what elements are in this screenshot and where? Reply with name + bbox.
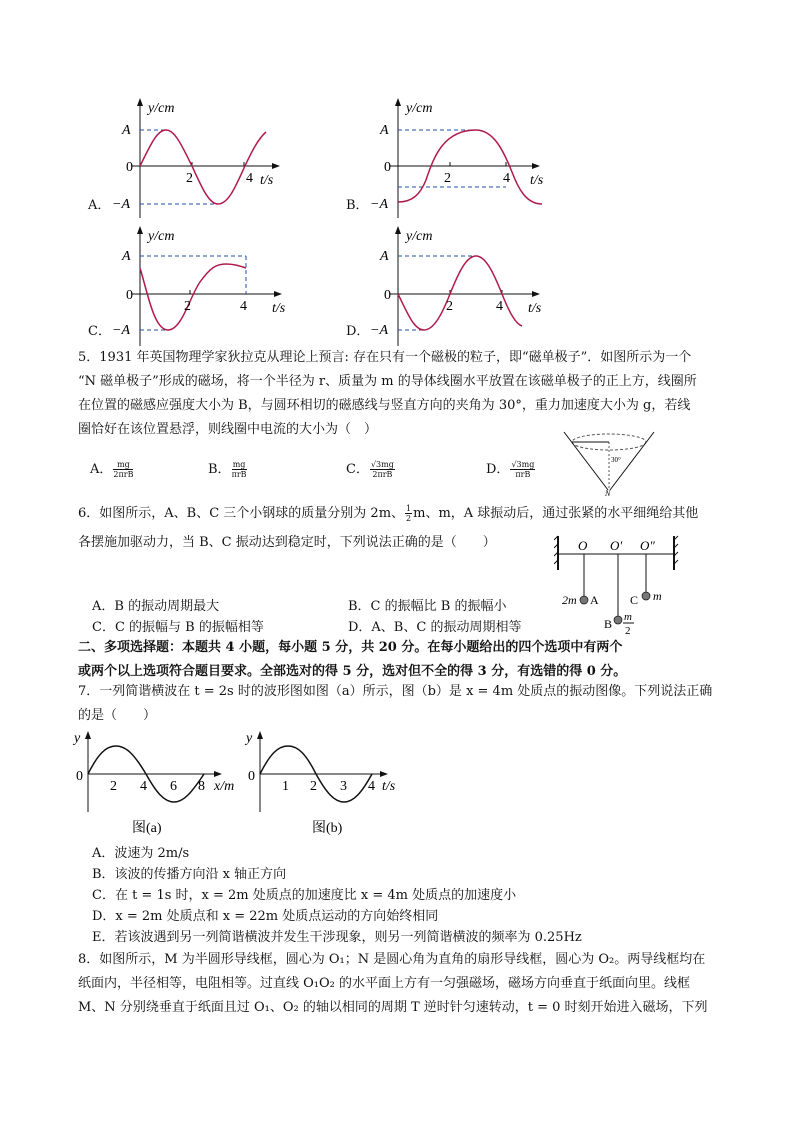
q5-option-b[interactable]: B． $\frac{mg}{\text{πrB}}$ xyxy=(208,460,247,479)
q6-option-c[interactable]: C．C 的振幅与 B 的振幅相等 xyxy=(92,620,264,635)
x-axis-label: t/s xyxy=(530,173,544,188)
q5-line-2: “N 磁单极子”形成的磁场，将一个半径为 r、质量为 m 的导体线圈水平放置在该磁单极子的正上方，线圈所 xyxy=(78,374,697,389)
q7-option-a[interactable]: A．波速为 2m/s xyxy=(92,846,190,861)
tick-2: 2 xyxy=(310,779,317,794)
y-label: y xyxy=(246,731,253,746)
caption: 图(a) xyxy=(132,821,162,836)
label-a: A xyxy=(590,593,599,607)
q6-line-2: 各摆施加驱动力，当 B、C 振动达到稳定时，下列说法正确的是（ ） xyxy=(78,535,496,550)
section-2-line-2: 或两个以上选项符合题目要求。全部选对的得 5 分，选对但不全的得 3 分，有选错的得 0 分。 xyxy=(78,664,627,679)
tick-4: 4 xyxy=(240,299,247,314)
y-axis-label: y/cm xyxy=(148,229,175,244)
label-m: m xyxy=(653,589,662,603)
option-letter: D． xyxy=(346,324,370,339)
y-label: y xyxy=(74,731,81,746)
q8-line-1: 8．如图所示，M 为半圆形导线框，圆心为 O₁；N 是圆心角为直角的扇形导线框，圆心为 O₂。两导线框均在 xyxy=(78,952,706,967)
q7-option-b[interactable]: B．该波的传播方向沿 x 轴正方向 xyxy=(92,867,287,882)
q7-line-2: 的是（ ） xyxy=(78,708,157,723)
q7-figure-a xyxy=(70,728,250,838)
q5-option-a[interactable]: A． $\frac{mg}{\text{2πrB}}$ xyxy=(90,460,134,479)
neg-a-label: −A xyxy=(112,323,130,338)
label-m-half-den: 2 xyxy=(625,625,631,637)
q7-option-d[interactable]: D．x = 2m 处质点和 x = 22m 处质点运动的方向始终相同 xyxy=(92,909,439,924)
x-axis-label: t/s xyxy=(528,301,542,316)
label-c: C xyxy=(630,593,639,607)
section-2-line-1: 二、多项选择题：本题共 4 小题，每小题 5 分，共 20 分。在每小题给出的四个选项中有两个 xyxy=(78,640,623,655)
q5-monopole-figure xyxy=(562,428,658,496)
tick-4: 4 xyxy=(503,171,510,186)
tick-6: 6 xyxy=(170,779,177,794)
q8-line-3: M、N 分别绕垂直于纸面且过 O₁、O₂ 的轴以相同的周期 T 逆时针匀速转动，t = 0 时刻开始进入磁场，下列 xyxy=(78,1000,708,1015)
y-axis-label: y/cm xyxy=(406,229,433,244)
tick-3: 3 xyxy=(340,779,347,794)
tick-2: 2 xyxy=(446,299,453,314)
q7-option-e[interactable]: E．若该波遇到另一列简谐横波并发生干涉现象，则另一列简谐横波的频率为 0.25Hz xyxy=(92,930,582,945)
q7-figure-b xyxy=(242,728,422,838)
fraction: $\frac{√3mg}{\text{2πrB}}$ xyxy=(370,460,394,479)
zero-label: 0 xyxy=(384,288,391,303)
option-b-graph xyxy=(346,96,566,221)
q4-option-b[interactable] xyxy=(346,96,566,221)
tick-4: 4 xyxy=(140,779,147,794)
q6-stem xyxy=(78,502,728,526)
zero-label: 0 xyxy=(76,769,83,784)
q6-option-d[interactable]: D．A、B、C 的振动周期相等 xyxy=(348,620,522,635)
q5-line-3: 在位置的磁感应强度大小为 B，与圆环相切的磁感线与竖直方向的夹角为 30°，重力加速度大小为 g，若线 xyxy=(78,398,691,413)
q7-line-1: 7．一列简谐横波在 t = 2s 时的波形图如图（a）所示，图（b）是 x = 4m 处质点的振动图像。下列说法正确 xyxy=(78,684,713,699)
tick-2: 2 xyxy=(444,171,451,186)
fraction: $\frac{mg}{\text{πrB}}$ xyxy=(231,460,247,479)
t-label: t/s xyxy=(382,779,396,794)
option-c-graph xyxy=(88,224,308,349)
x-axis-label: t/s xyxy=(272,301,286,316)
tick-1: 1 xyxy=(282,779,289,794)
tick-2: 2 xyxy=(186,171,193,186)
tick-4: 4 xyxy=(246,171,253,186)
option-letter: C． xyxy=(88,324,111,339)
label-o-prime: O′ xyxy=(610,538,623,553)
neg-a-label: −A xyxy=(370,323,388,338)
q7-option-c[interactable]: C．在 t = 1s 时，x = 2m 处质点的加速度比 x = 4m 处质点的加速度小 xyxy=(92,888,517,903)
q5-line-4: 圈恰好在该位置悬浮，则线圈中电流的大小为（ ） xyxy=(78,422,378,437)
q4-option-c[interactable] xyxy=(88,224,308,349)
option-a-graph xyxy=(88,96,288,221)
q8-line-2: 纸面内，半径相等，电阻相等。过直线 O₁O₂ 的水平面上方有一匀强磁场，磁场方向垂直于纸面向里。线框 xyxy=(78,976,691,991)
tick-2: 2 xyxy=(184,299,191,314)
option-letter: B． xyxy=(346,198,369,213)
a-label: A xyxy=(122,249,131,264)
a-label: A xyxy=(122,123,131,138)
option-letter: A． xyxy=(88,198,111,213)
x-axis-label: t/s xyxy=(260,173,274,188)
zero-label: 0 xyxy=(126,160,133,175)
option-d-graph xyxy=(346,224,566,349)
q6-line-1: 6．如图所示，A、B、C 三个小钢球的质量分别为 2m、 $\frac{1}{2}$ m、m，A 球振动后，通过张紧的水平细绳给其他 xyxy=(78,504,699,523)
q5-option-d[interactable]: D． $\frac{√3mg}{\text{πrB}}$ xyxy=(486,460,535,479)
pole-label: N xyxy=(605,489,611,496)
q5-option-c[interactable]: C． $\frac{√3mg}{\text{2πrB}}$ xyxy=(346,460,394,479)
a-label: A xyxy=(380,249,389,264)
label-b: B xyxy=(604,617,613,631)
q4-option-a[interactable] xyxy=(88,96,288,221)
half-fraction: $\frac{1}{2}$ xyxy=(406,504,412,523)
q6-pendulum-figure xyxy=(554,530,694,638)
zero-label: 0 xyxy=(384,160,391,175)
fraction: $\frac{√3mg}{\text{πrB}}$ xyxy=(511,460,535,479)
caption: 图(b) xyxy=(312,821,343,836)
tick-8: 8 xyxy=(198,779,205,794)
neg-a-label: −A xyxy=(370,197,388,212)
label-m-half-num: m xyxy=(624,611,632,623)
q7-stem xyxy=(78,680,728,728)
y-axis-label: y/cm xyxy=(406,101,433,116)
y-axis-label: y/cm xyxy=(148,101,175,116)
label-2m: 2m xyxy=(562,593,577,607)
q6-option-b[interactable]: B．C 的振幅比 B 的振幅小 xyxy=(348,599,507,614)
tick-4: 4 xyxy=(496,299,503,314)
fraction: $\frac{mg}{\text{2πrB}}$ xyxy=(113,460,134,479)
q5-line-1: 5．1931 年英国物理学家狄拉克从理论上预言: 存在只有一个磁极的粒子，即“磁单极子”．如图所示为一个 xyxy=(78,350,692,365)
x-label: x/m xyxy=(214,779,235,794)
q4-option-d[interactable] xyxy=(346,224,566,349)
angle-label: 30° xyxy=(611,456,621,464)
tick-4: 4 xyxy=(368,779,375,794)
a-label: A xyxy=(380,123,389,138)
q6-option-a[interactable]: A．B 的振动周期最大 xyxy=(92,599,220,614)
neg-a-label: −A xyxy=(112,197,130,212)
section-2-heading xyxy=(78,636,728,684)
q8-stem xyxy=(78,948,728,1020)
zero-label: 0 xyxy=(248,769,255,784)
label-o: O xyxy=(578,538,588,553)
zero-label: 0 xyxy=(126,288,133,303)
label-o-double-prime: O″ xyxy=(640,538,655,553)
tick-2: 2 xyxy=(110,779,117,794)
